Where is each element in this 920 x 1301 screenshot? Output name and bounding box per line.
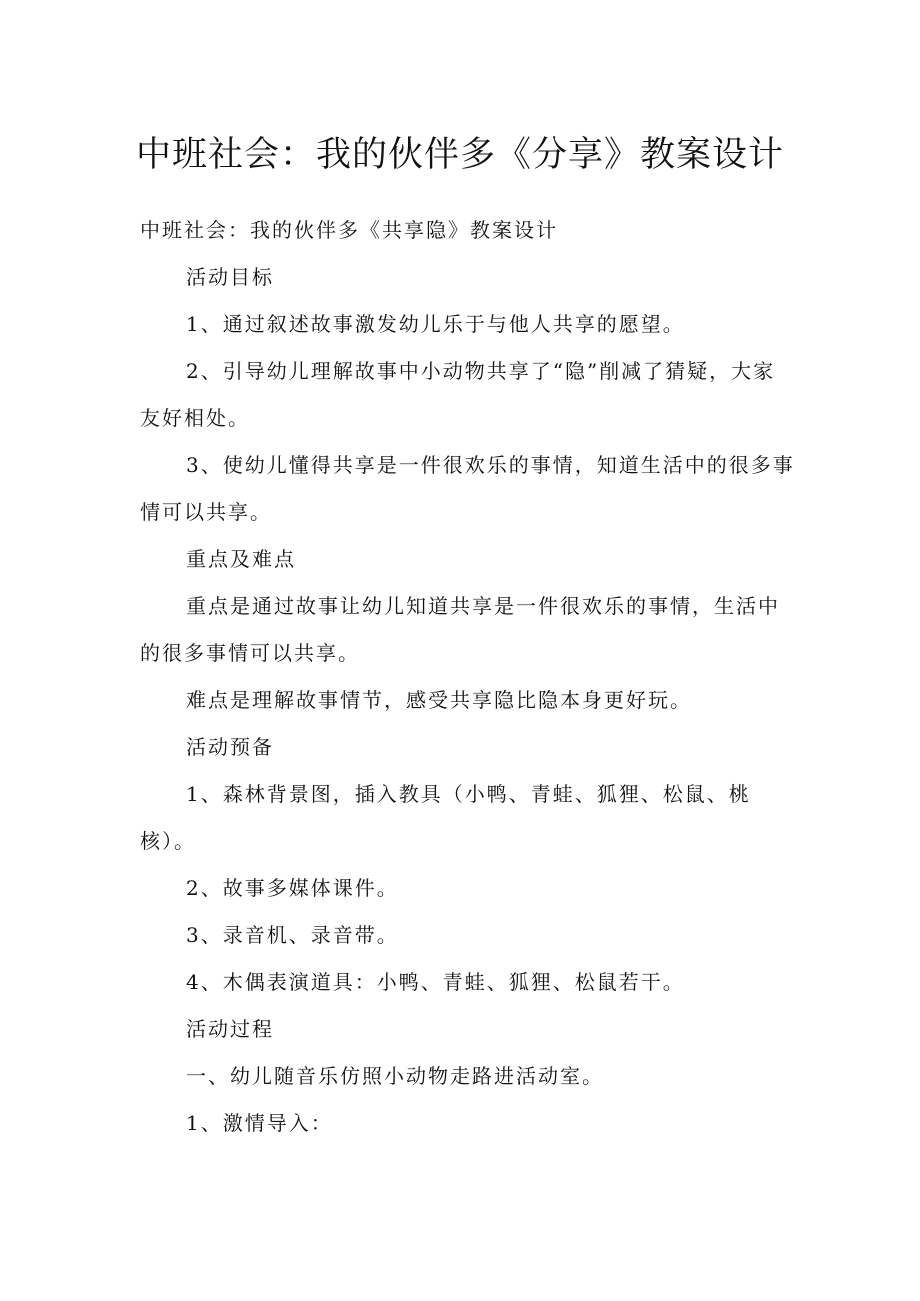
paragraph-line: 1、激情导入：: [186, 1111, 333, 1135]
paragraph-line: 一、幼儿随音乐仿照小动物走路进活动室。: [186, 1064, 604, 1088]
paragraph-line: 难点是理解故事情节，感受共享隐比隐本身更好玩。: [186, 688, 692, 712]
document-title: 中班社会：我的伙伴多《分享》教案设计: [135, 135, 784, 175]
paragraph-line: 4、木偶表演道具：小鸭、青蛙、狐狸、松鼠若干。: [186, 970, 685, 994]
section-heading-process: 活动过程: [186, 1017, 274, 1041]
paragraph-line: 友好相处。: [140, 406, 250, 430]
paragraph-line: 重点是通过故事让幼儿知道共享是一件很欢乐的事情，生活中: [186, 594, 780, 618]
paragraph-line: 情可以共享。: [140, 500, 272, 524]
paragraph-line: 2、故事多媒体课件。: [186, 876, 399, 900]
paragraph-line: 3、使幼儿懂得共享是一件很欢乐的事情，知道生活中的很多事: [186, 453, 795, 477]
paragraph-line: 1、森林背景图，插入教具（小鸭、青蛙、狐狸、松鼠、桃: [186, 782, 751, 806]
section-heading-activity-goals: 活动目标: [186, 265, 274, 289]
paragraph-line: 核）。: [140, 829, 196, 853]
paragraph-line: 1、通过叙述故事激发幼儿乐于与他人共享的愿望。: [186, 312, 685, 336]
document-body: [140, 207, 795, 1147]
paragraph-line: 的很多事情可以共享。: [140, 641, 360, 665]
section-heading-key-points: 重点及难点: [186, 547, 296, 571]
section-heading-preparation: 活动预备: [186, 735, 274, 759]
paragraph-line: 2、引导幼儿理解故事中小动物共享了“隐”削减了猜疑，大家: [186, 359, 776, 383]
paragraph-line: 3、录音机、录音带。: [186, 923, 399, 947]
subtitle-line: 中班社会：我的伙伴多《共享隐》教案设计: [140, 218, 558, 242]
